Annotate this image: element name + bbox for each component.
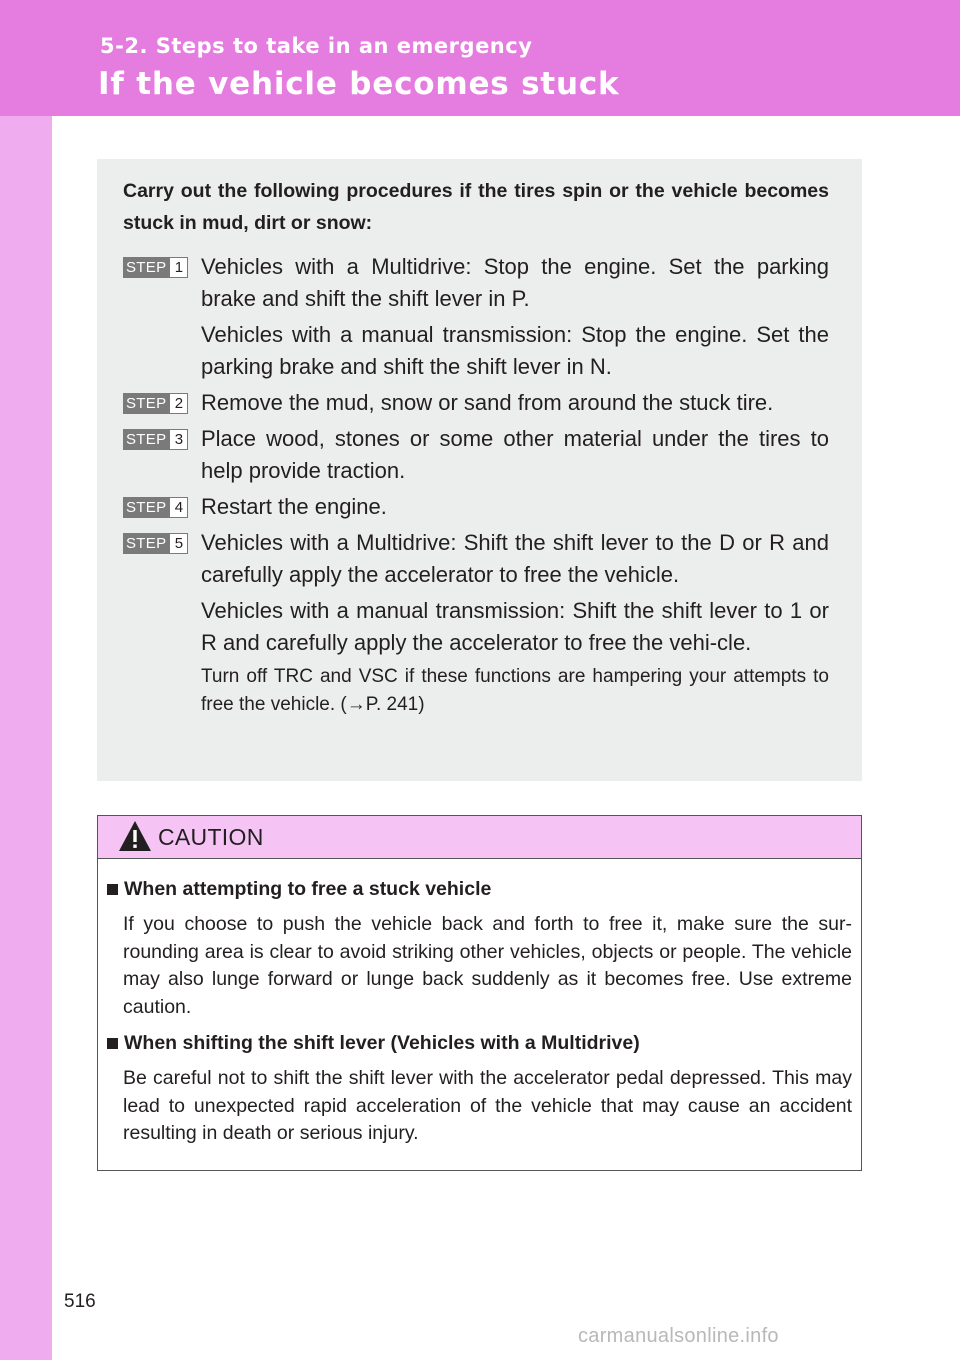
caution-paragraph: Be careful not to shift the shift lever with the accelerator pedal depressed. This may lead to unexpected rapid acceleration of the vehicle that may cause an accident resulting in death or serious injury.: [123, 1067, 852, 1144]
step-4: [123, 491, 829, 523]
step-text: Vehicles with a Multidrive: Shift the shift lever to the D or R and carefully apply the accelerator to free the vehicle.: [201, 530, 829, 587]
step-text: Place wood, stones or some other material under the tires to help provide traction.: [201, 426, 829, 483]
step-badge-label: STEP: [123, 393, 169, 414]
footer-watermark: carmanualsonline.info: [578, 1325, 779, 1347]
step-badge-number: 5: [169, 533, 188, 554]
procedure-box: [97, 159, 862, 781]
caution-box: [97, 815, 862, 1171]
caution-header: [98, 816, 861, 859]
step-badge-number: 4: [169, 497, 188, 518]
step-note: Turn off TRC and VSC if these functions are hampering your attempts to free the vehicle. (→P. 241): [201, 666, 829, 715]
page-number: 516: [64, 1291, 96, 1312]
step-badge: [123, 497, 188, 518]
page-header: [0, 0, 960, 116]
step-text: Restart the engine.: [201, 494, 387, 519]
step-badge-label: STEP: [123, 497, 169, 518]
step-badge: [123, 429, 188, 450]
step-badge-number: 2: [169, 393, 188, 414]
left-margin-strip: [0, 0, 52, 1360]
caution-body: [98, 859, 861, 1148]
step-badge: [123, 257, 188, 278]
step-badge: [123, 393, 188, 414]
step-badge-number: 1: [169, 257, 188, 278]
step-text: Vehicles with a Multidrive: Stop the engine. Set the parking brake and shift the shift lever in P.: [201, 254, 829, 311]
square-bullet-icon: [107, 884, 118, 895]
step-badge-number: 3: [169, 429, 188, 450]
caution-paragraph: If you choose to push the vehicle back and forth to free it, make sure the sur-rounding area is clear to avoid striking other vehicles, objects or people. The vehicle may also lunge forward or lunge back suddenly as it becomes free. Use extreme caution.: [123, 913, 852, 1018]
step-text-alt: Vehicles with a manual transmission: Stop the engine. Set the parking brake and shift the shift lever in N.: [201, 322, 829, 379]
step-badge-label: STEP: [123, 429, 169, 450]
square-bullet-icon: [107, 1038, 118, 1049]
step-1: [123, 251, 829, 383]
caution-heading-text: When attempting to free a stuck vehicle: [124, 878, 492, 900]
warning-triangle-icon: [117, 819, 153, 853]
step-text: Remove the mud, snow or sand from around the stuck tire.: [201, 390, 774, 415]
step-text-alt: Vehicles with a manual transmission: Shift the shift lever to 1 or R and carefully apply the accelerator to free the vehi-cle.: [201, 598, 829, 655]
step-5: [123, 527, 829, 719]
page-title: If the vehicle becomes stuck: [98, 66, 620, 102]
caution-heading-text: When shifting the shift lever (Vehicles with a Multidrive): [124, 1032, 640, 1054]
step-badge-label: STEP: [123, 533, 169, 554]
step-3: [123, 423, 829, 487]
section-heading: 5-2. Steps to take in an emergency: [100, 34, 533, 58]
step-badge: [123, 533, 188, 554]
caution-title: CAUTION: [158, 824, 264, 850]
procedure-intro: Carry out the following procedures if the tires spin or the vehicle becomes stuck in mud, dirt or snow:: [123, 180, 829, 234]
step-2: [123, 387, 829, 419]
caution-heading-1: [107, 875, 852, 903]
step-badge-label: STEP: [123, 257, 169, 278]
caution-heading-2: [107, 1029, 852, 1057]
